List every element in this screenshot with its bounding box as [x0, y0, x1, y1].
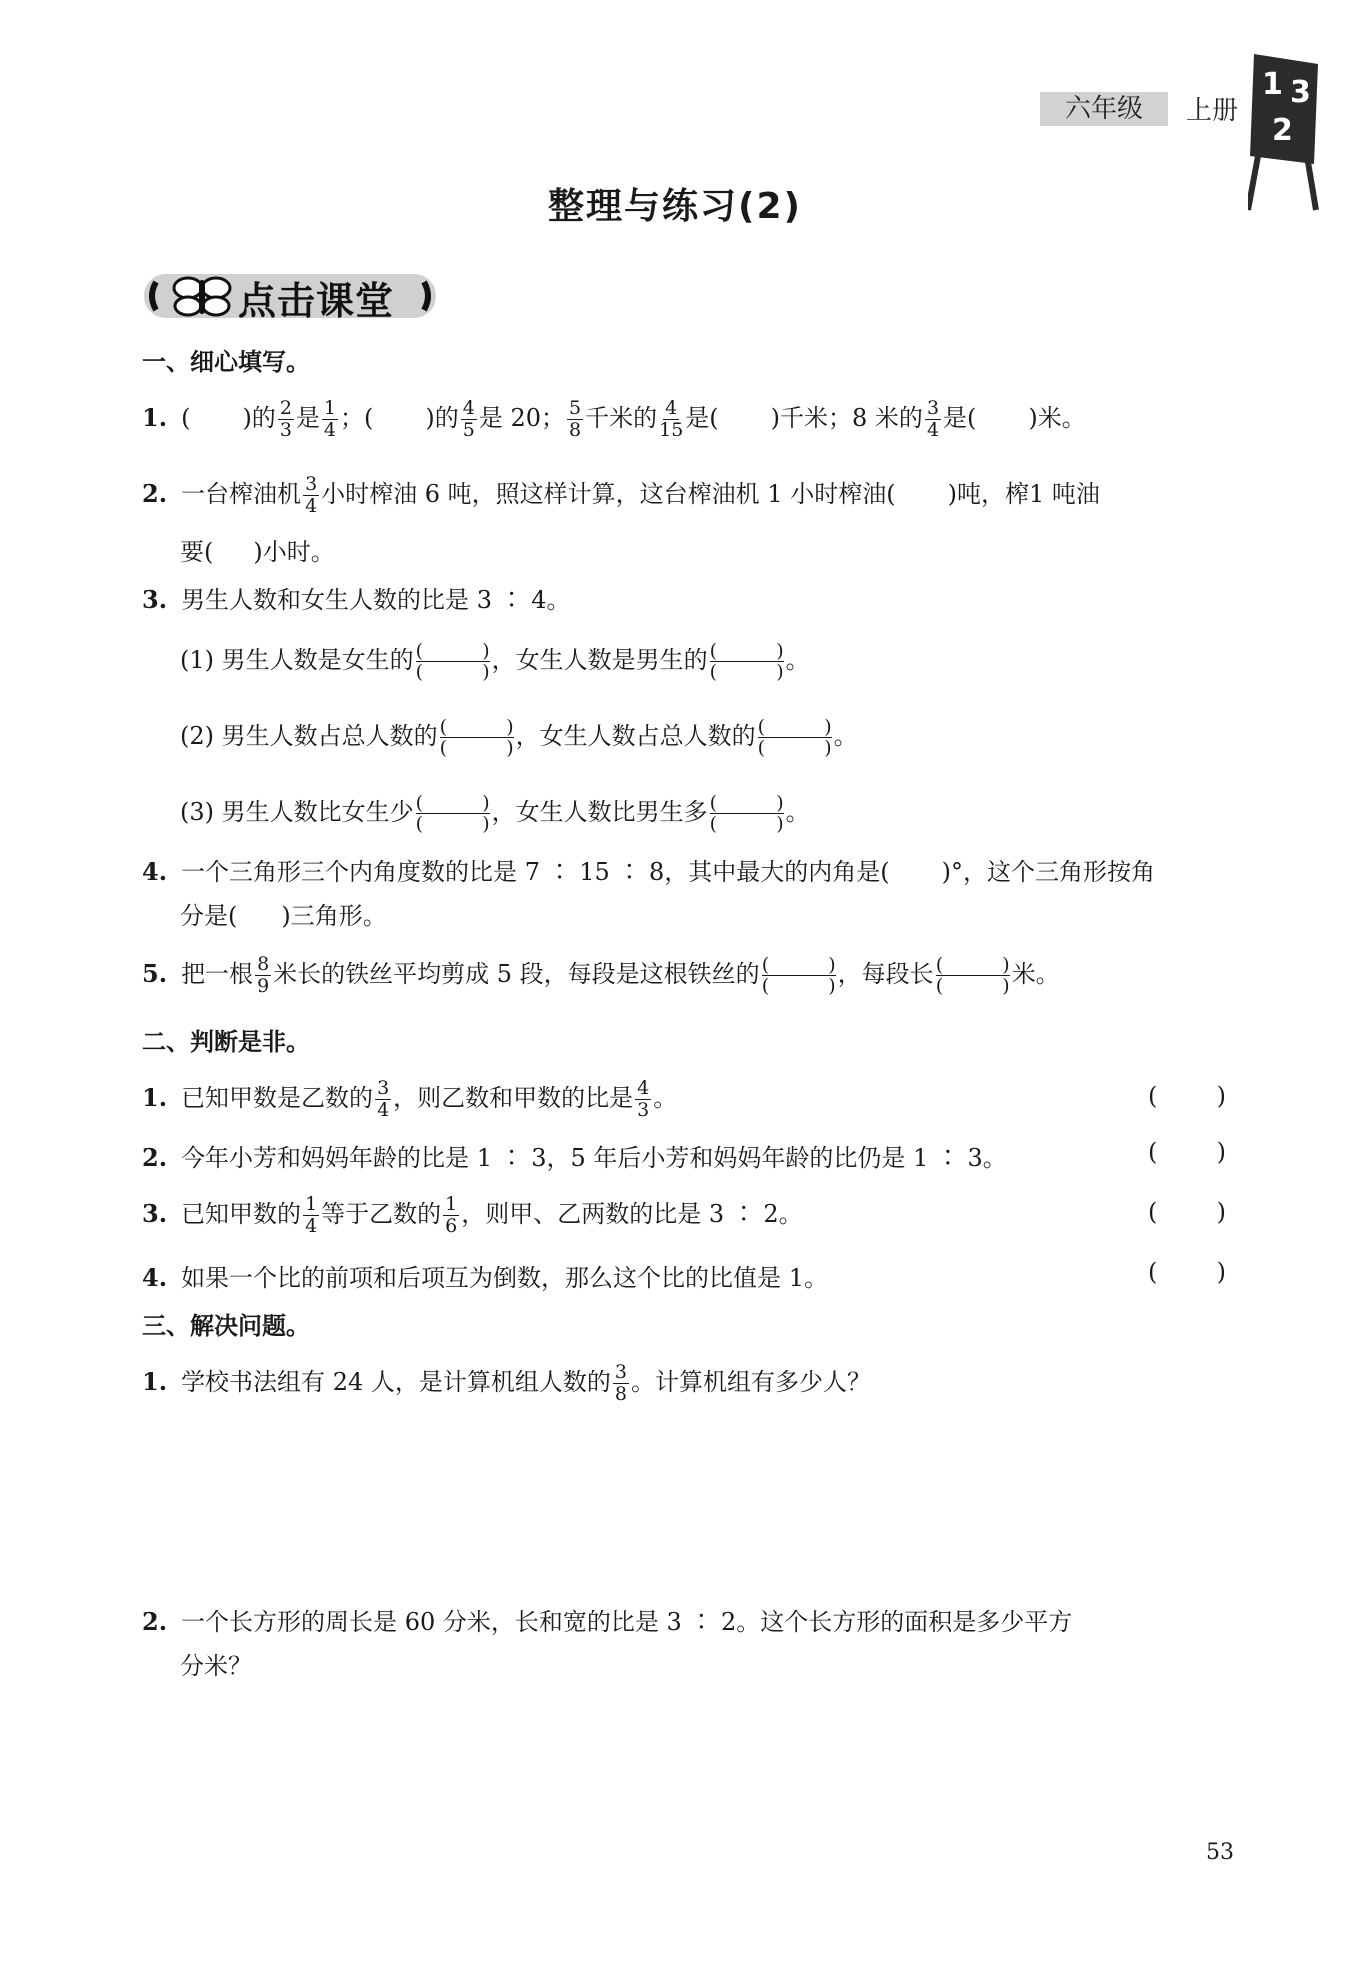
- fraction: $\frac{1}{4}$: [323, 397, 336, 441]
- fraction: $\frac{3}{4}$: [305, 473, 318, 517]
- board-digit-2: 2: [1272, 113, 1293, 148]
- judge-box-4[interactable]: ( ): [1148, 1258, 1226, 1286]
- fraction: $\frac{1}{6}$: [445, 1193, 458, 1237]
- s1-q3-2: (2) 男生人数占总人数的 ( ) ( ) ，女生人数占总人数的 ( ) ( ) 。: [180, 716, 858, 759]
- s1-q5: 5. 把一根 $\frac{8}{9}$ 米长的铁丝平均剪成 5 段，每段是这根铁丝的 ( ) ( ) ，每段长 ( ) ( ) 米。: [142, 953, 1060, 997]
- fraction: $\frac{1}{4}$: [305, 1193, 318, 1237]
- page-number: 53: [1206, 1840, 1234, 1865]
- butterfly-icon: [174, 278, 230, 315]
- grade-label: 六年级: [1040, 92, 1168, 126]
- s1-q3-1: (1) 男生人数是女生的 ( ) ( ) ，女生人数是男生的 ( ) ( ) 。: [180, 640, 810, 683]
- s1-q3: 3. 男生人数和女生人数的比是 3 ∶ 4。: [142, 585, 571, 614]
- blank-fraction: ( ) ( ): [935, 954, 1010, 997]
- s1-q4-cont: 分是( )三角形。: [180, 902, 387, 930]
- board-digit-3: 3: [1290, 75, 1311, 110]
- s1-q1: 1. ( )的 $\frac{2}{3}$ 是 $\frac{1}{4}$ ；( )的 $\frac{4}{5}$ 是 20； $\frac{5}{8}$ 千米的 $\frac{4}{15}$ 是( )千米；8 米的 $\frac{3}{4}$ 是( )米。: [142, 397, 1086, 441]
- blank-fraction: ( ) ( ): [709, 640, 784, 683]
- fraction: $\frac{8}{9}$: [257, 953, 270, 997]
- blank-fraction: ( ) ( ): [415, 792, 490, 835]
- s1-q3-3: (3) 男生人数比女生少 ( ) ( ) ，女生人数比男生多 ( ) ( ) 。: [180, 792, 810, 835]
- judge-box-1[interactable]: ( ): [1148, 1082, 1226, 1110]
- fraction: $\frac{3}{4}$: [926, 397, 940, 441]
- s3-q2-cont: 分米？: [180, 1652, 252, 1680]
- fraction: $\frac{4}{15}$: [659, 397, 684, 441]
- s3-q1: 1. 学校书法组有 24 人，是计算机组人数的 $\frac{3}{8}$ 。计算机组有多少人？: [142, 1361, 871, 1405]
- s2-q4: 4. 如果一个比的前项和后项互为倒数，那么这个比的比值是 1。: [142, 1263, 828, 1292]
- s1-q2: 2. 一台榨油机 $\frac{3}{4}$ 小时榨油 6 吨，照这样计算，这台榨油机 1 小时榨油( )吨，榨1 吨油: [142, 473, 1100, 517]
- fraction: $\frac{3}{8}$: [614, 1361, 627, 1405]
- blank-fraction: ( ) ( ): [761, 954, 836, 997]
- section2-heading: 二、判断是非。: [142, 1028, 310, 1056]
- s3-q2: 2. 一个长方形的周长是 60 分米，长和宽的比是 3 ∶ 2。这个长方形的面积是多少平方: [142, 1607, 1073, 1636]
- section3-heading: 三、解决问题。: [142, 1312, 310, 1340]
- blank-fraction: ( ) ( ): [709, 792, 784, 835]
- s1-q4: 4. 一个三角形三个内角度数的比是 7 ∶ 15 ∶ 8，其中最大的内角是( )°，这个三角形按角: [142, 857, 1156, 886]
- judge-box-3[interactable]: ( ): [1148, 1198, 1226, 1226]
- term-label: 上册: [1186, 96, 1239, 126]
- fraction: $\frac{4}{3}$: [637, 1077, 650, 1121]
- blank-fraction: ( ) ( ): [415, 640, 490, 683]
- s2-q2: 2. 今年小芳和妈妈年龄的比是 1 ∶ 3，5 年后小芳和妈妈年龄的比仍是 1 ∶ 3。: [142, 1143, 1007, 1172]
- fraction: $\frac{3}{4}$: [377, 1077, 390, 1121]
- fraction: $\frac{4}{5}$: [462, 397, 475, 441]
- board-digit-1: 1: [1262, 67, 1283, 102]
- fraction: $\frac{5}{8}$: [569, 397, 582, 441]
- s2-q1: 1. 已知甲数是乙数的 $\frac{3}{4}$ ，则乙数和甲数的比是 $\frac{4}{3}$ 。: [142, 1077, 678, 1121]
- banner-label: 点击课堂: [238, 279, 395, 323]
- page-title: 整理与练习(2): [548, 186, 802, 227]
- fraction: $\frac{2}{3}$: [279, 397, 292, 441]
- judge-box-2[interactable]: ( ): [1148, 1138, 1226, 1166]
- section1-heading: 一、细心填写。: [142, 348, 310, 376]
- blank-fraction: ( ) ( ): [757, 716, 832, 759]
- s1-q2-cont: 要( )小时。: [180, 538, 335, 566]
- blank-fraction: ( ) ( ): [439, 716, 514, 759]
- s2-q3: 3. 已知甲数的 $\frac{1}{4}$ 等于乙数的 $\frac{1}{6}$ ，则甲、乙两数的比是 3 ∶ 2。: [142, 1193, 803, 1237]
